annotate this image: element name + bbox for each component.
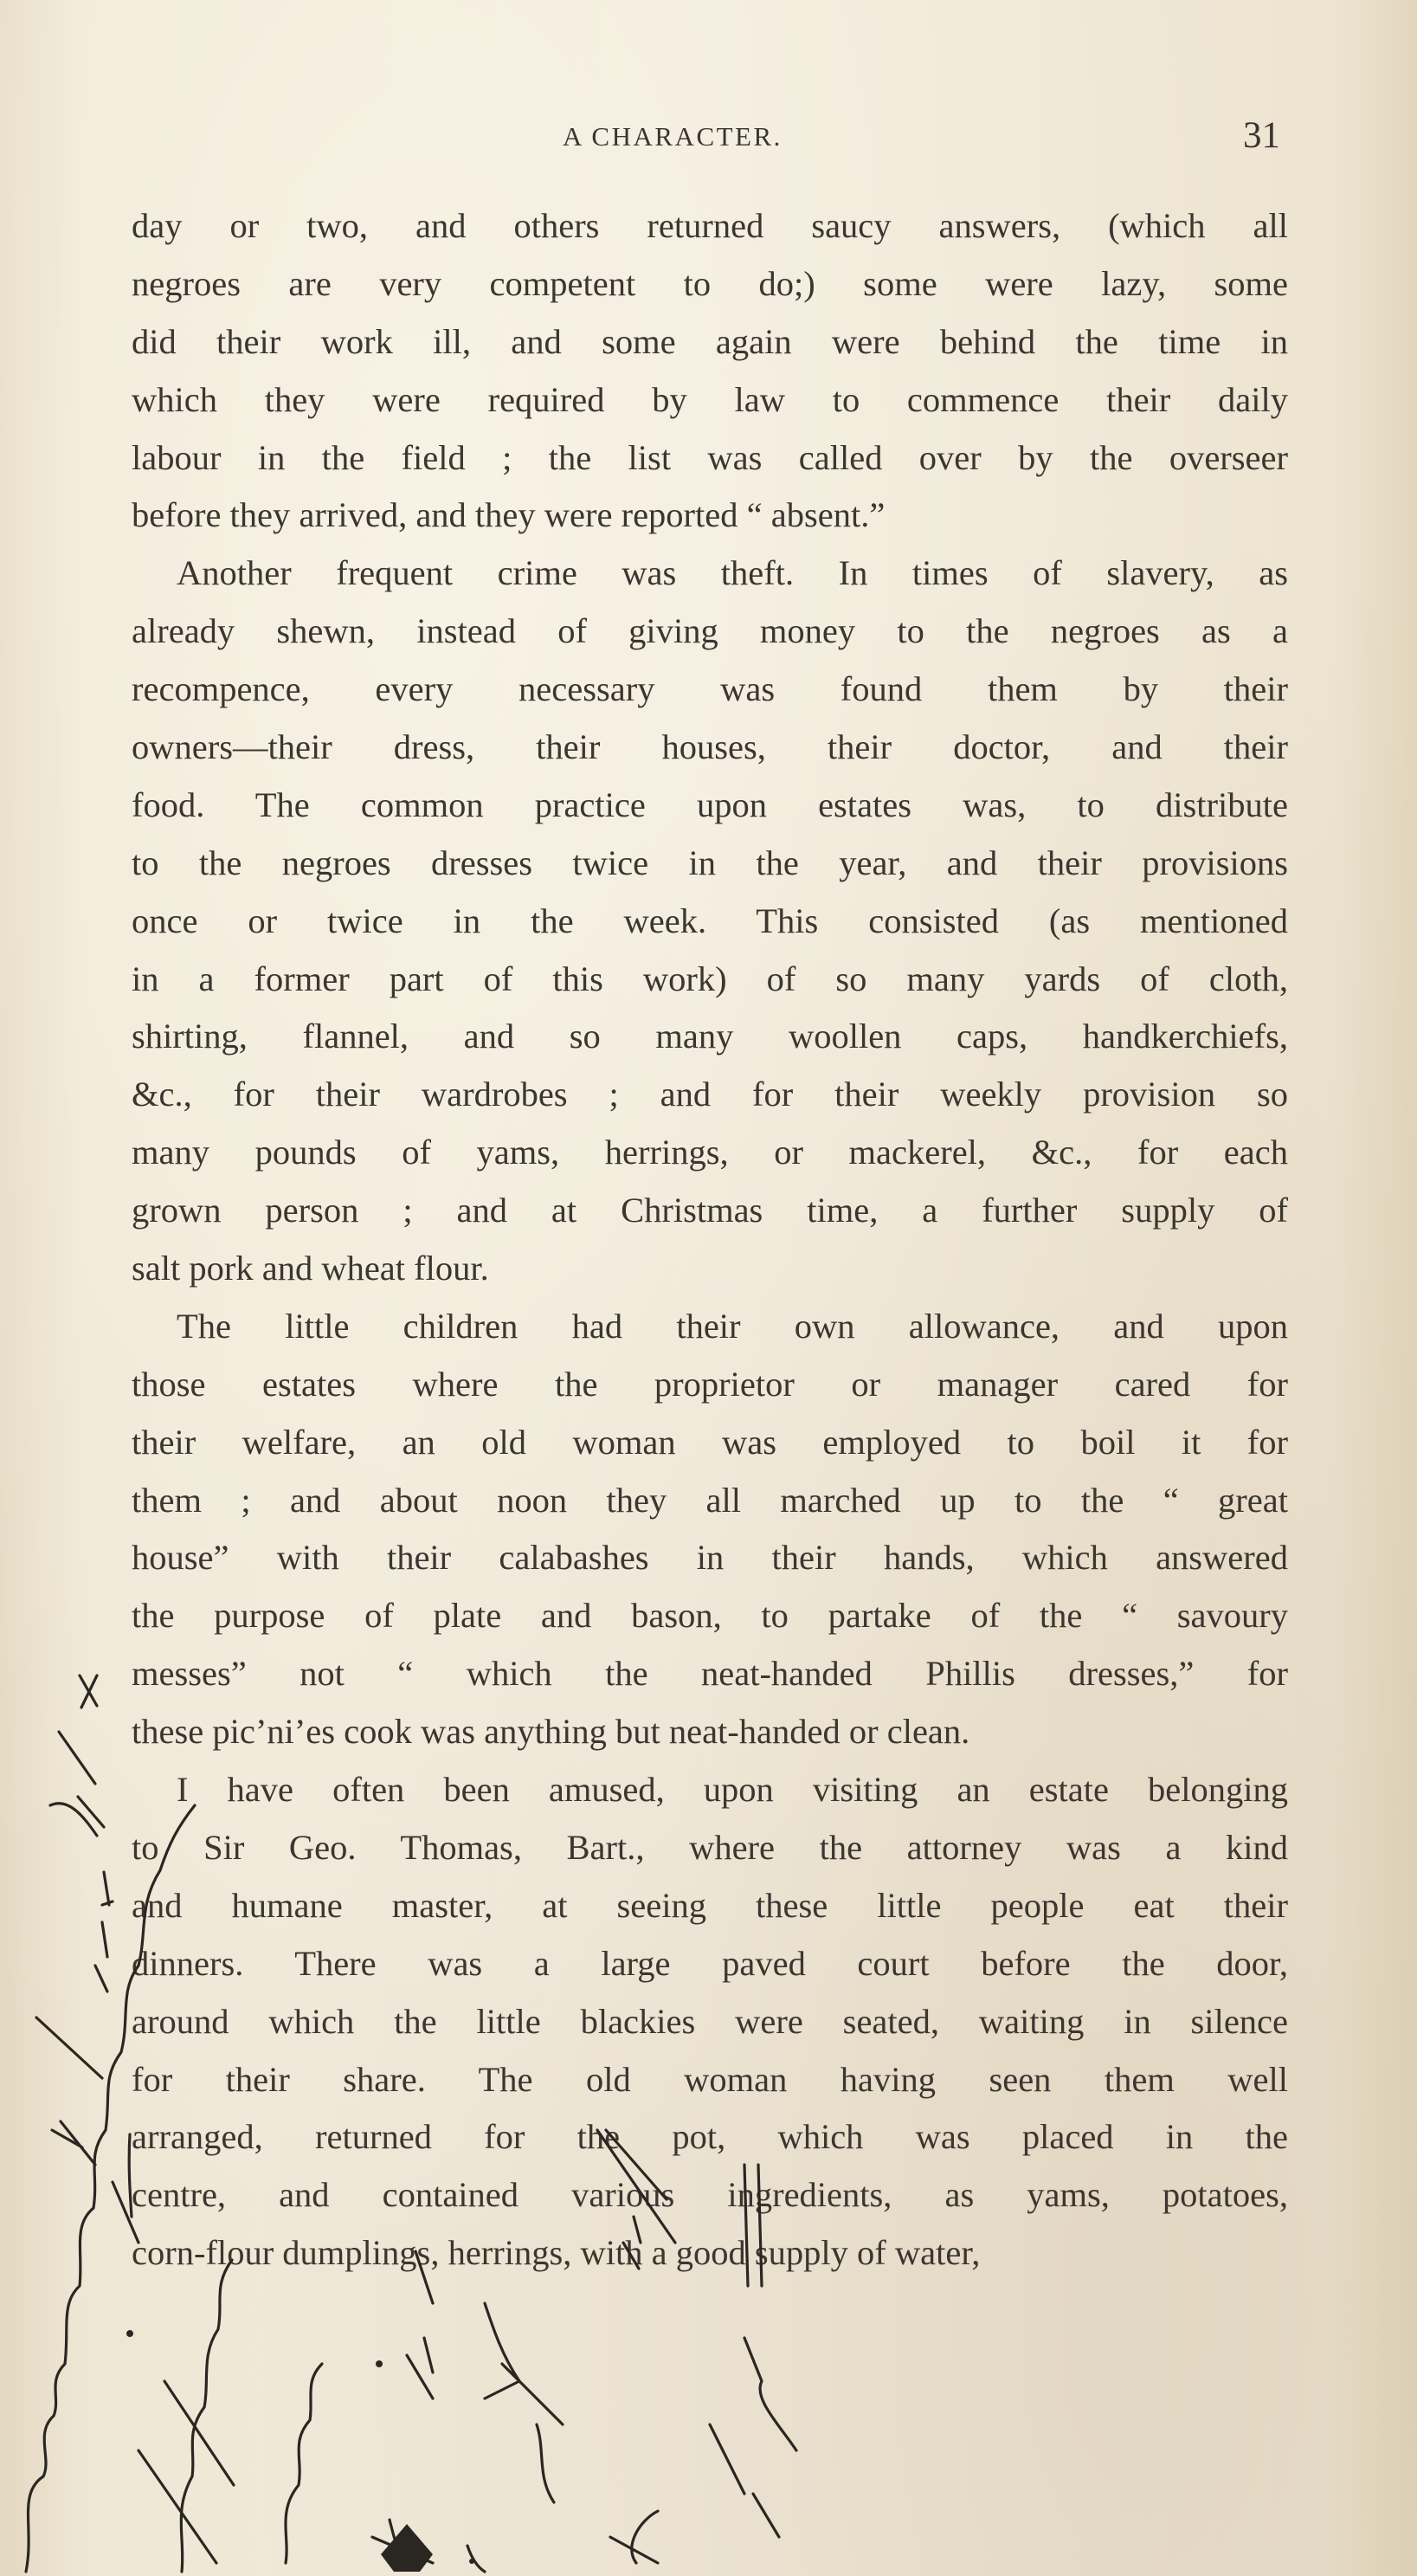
text-line: grown person ; and at Christmas time, a further supply of: [132, 1191, 1288, 1230]
text-line: before they arrived, and they were reported “ absent.”: [132, 495, 886, 535]
text-line: around which the little blackies were seated, waiting in silence: [132, 2001, 1288, 2041]
text-line: day or two, and others returned saucy answers, (which all: [132, 206, 1288, 245]
text-line: did their work ill, and some again were behind the time in: [132, 321, 1288, 361]
text-line: shirting, flannel, and so many woollen caps, handkerchiefs,: [132, 1017, 1288, 1056]
text-line: labour in the field ; the list was called over by the overseer: [132, 437, 1288, 477]
text-line: which they were required by law to commence their daily: [132, 379, 1288, 419]
text-line: house” with their calabashes in their hands, which answered: [132, 1538, 1288, 1578]
text-line: already shewn, instead of giving money to the negroes as a: [132, 611, 1288, 651]
text-line: arranged, returned for the pot, which was placed in the: [132, 2117, 1288, 2157]
text-line: corn-flour dumplings, herrings, with a good supply of water,: [132, 2233, 981, 2273]
text-line: to Sir Geo. Thomas, Bart., where the attorney was a kind: [132, 1827, 1288, 1867]
text-line: owners—their dress, their houses, their doctor, and their: [132, 727, 1288, 767]
running-title: A CHARACTER.: [563, 121, 783, 152]
text-line: to the negroes dresses twice in the year, and their provisions: [132, 843, 1288, 882]
text-line: many pounds of yams, herrings, or mackerel, &c., for each: [132, 1133, 1288, 1172]
text-line: their welfare, an old woman was employed to boil it for: [132, 1422, 1288, 1462]
text-line: Another frequent crime was theft. In times of slavery, as: [177, 553, 1288, 593]
text-line: messes” not “ which the neat-handed Phillis dresses,” for: [132, 1654, 1288, 1694]
text-line: recompence, every necessary was found them by their: [132, 669, 1288, 709]
text-line: &c., for their wardrobes ; and for their weekly provision so: [132, 1075, 1288, 1114]
text-line: salt pork and wheat flour.: [132, 1249, 489, 1288]
text-line: I have often been amused, upon visiting an estate belonging: [177, 1770, 1288, 1810]
text-line: and humane master, at seeing these little people eat their: [132, 1885, 1288, 1925]
text-line: for their share. The old woman having seen them well: [132, 2059, 1288, 2099]
text-line: once or twice in the week. This consisted (as mentioned: [132, 901, 1288, 940]
text-line: dinners. There was a large paved court before the door,: [132, 1943, 1288, 1983]
text-line: those estates where the proprietor or manager cared for: [132, 1364, 1288, 1404]
text-line: in a former part of this work) of so many yards of cloth,: [132, 959, 1288, 998]
body-text: [132, 197, 1288, 2282]
text-line: the purpose of plate and bason, to partake of the “ savoury: [132, 1596, 1288, 1636]
text-line: centre, and contained various ingredients, as yams, potatoes,: [132, 2175, 1288, 2215]
running-head: [0, 115, 1417, 173]
text-line: food. The common practice upon estates was, to distribute: [132, 784, 1288, 824]
text-line: negroes are very competent to do;) some were lazy, some: [132, 263, 1288, 303]
text-line: them ; and about noon they all marched up to the “ great: [132, 1480, 1288, 1520]
text-line: The little children had their own allowance, and upon: [177, 1306, 1288, 1346]
page-number: 31: [1243, 115, 1280, 156]
text-line: these pic’ni’es cook was anything but neat-handed or clean.: [132, 1712, 970, 1752]
